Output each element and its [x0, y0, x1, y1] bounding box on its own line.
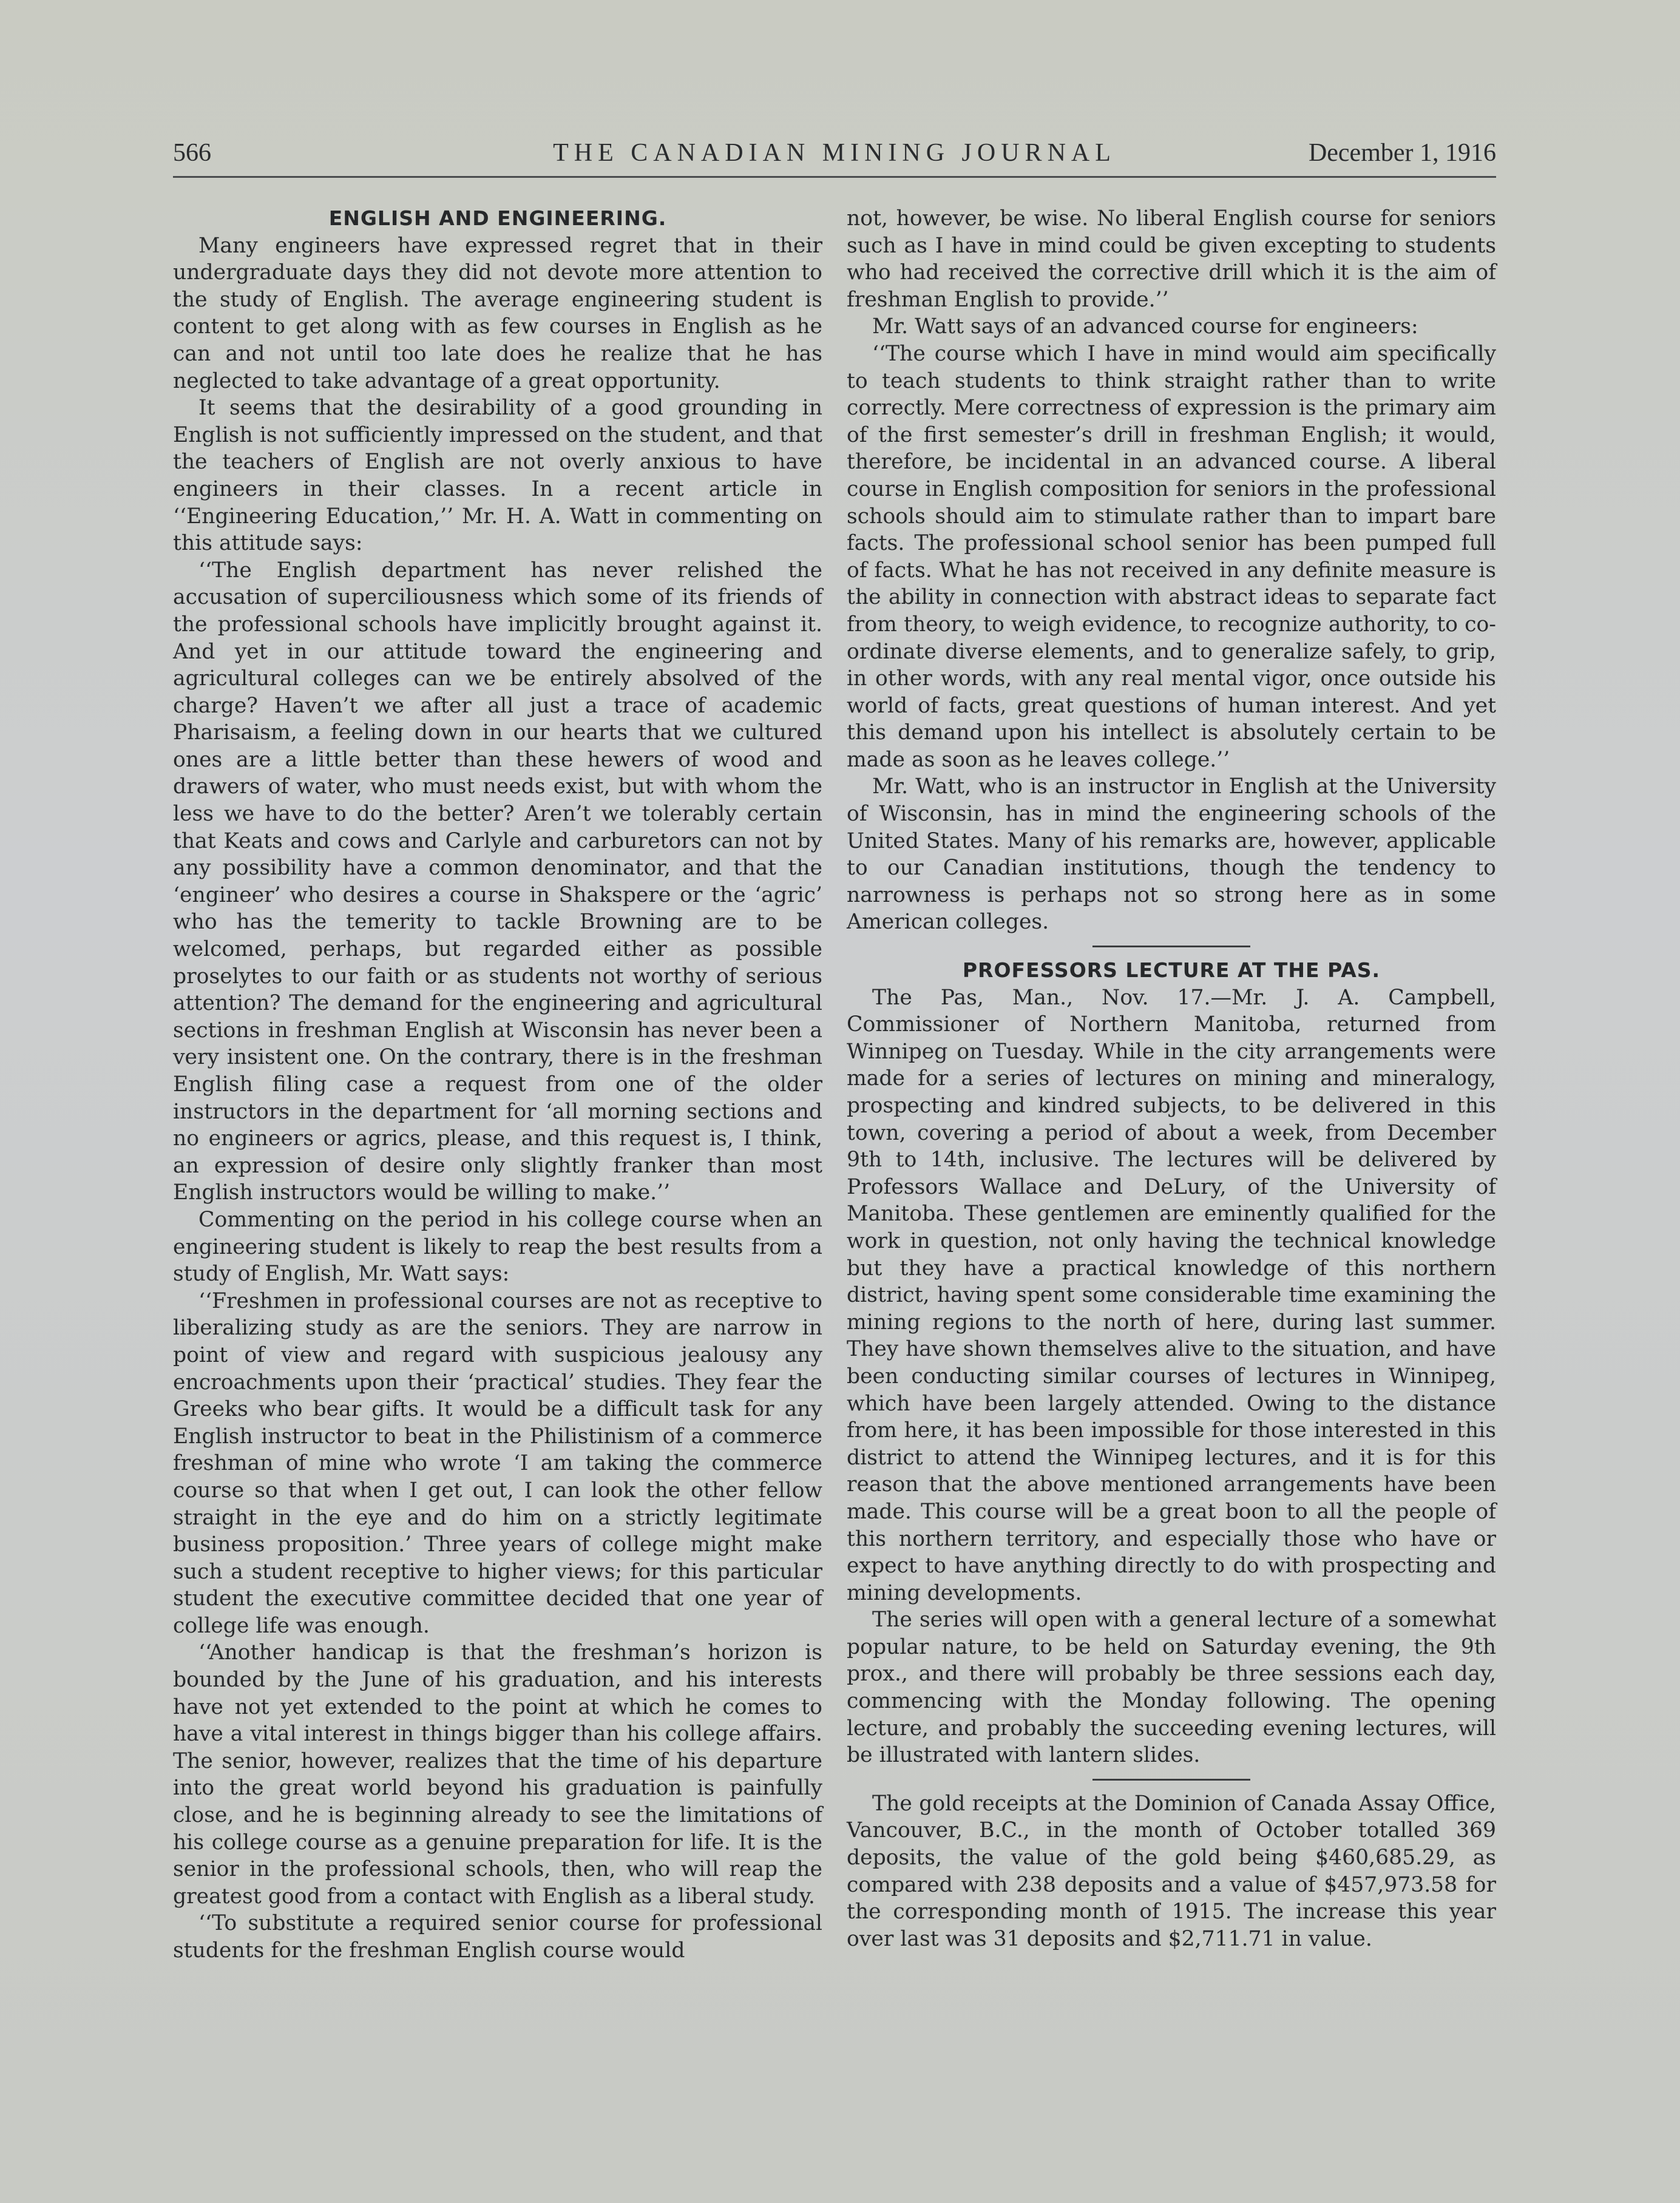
page-number: 566: [173, 139, 211, 167]
header-rule: [173, 176, 1496, 178]
left-column: [173, 205, 822, 1964]
issue-date: December 1, 1916: [1308, 139, 1496, 167]
section-divider: [1092, 1779, 1250, 1781]
article-paragraph: ‘‘The course which I have in mind would aim specifically to teach students to think straight rather than to write correctly. Mere correctness of expression is the primary aim of the first semester’s drill in freshman English; it would, therefore, be incidental in an advanced course. A liberal course in English composition for seniors in the professional schools should aim to stimulate rather than to impart bare facts. The professional school senior has been pumped full of facts. What he has not received in any definite measure is the ability in connection with abstract ideas to separate fact from theory, to weigh evidence, to recognize authority, to co-ordinate diverse elements, and to generalize safely, to grip, in other words, with any real mental vigor, once outside his world of facts, great questions of human interest. And yet this demand upon his intellect is absolutely certain to be made as soon as he leaves college.’’: [847, 341, 1496, 772]
article-paragraph: ‘‘Another handicap is that the freshman’s horizon is bounded by the June of his graduation, and his interests have not yet extended to the point at which he comes to have a vital interest in things bigger than his college affairs. The senior, however, realizes that the time of his departure into the great world beyond his graduation is painfully close, and he is beginning already to see the limitations of his college course as a genuine preparation for life. It is the senior in the professional schools, then, who will reap the greatest good from a contact with English as a liberal study.: [173, 1640, 822, 1909]
article-paragraph: Many engineers have expressed regret that in their undergraduate days they did not devote more attention to the study of English. The average engineering student is content to get along with as few courses in English as he can and not until too late does he realize that he has neglected to take advantage of a great opportunity.: [173, 233, 822, 393]
article-paragraph: ‘‘To substitute a required senior course for professional students for the freshman English course would: [173, 1911, 822, 1963]
article-title-professors-lecture: PROFESSORS LECTURE AT THE PAS.: [962, 958, 1381, 983]
article-paragraph: not, however, be wise. No liberal English course for seniors such as I have in mind could be given excepting to students who had received the corrective drill which it is the aim of freshman English to provide.’’: [847, 206, 1496, 312]
article-paragraph: The series will open with a general lecture of a somewhat popular nature, to be held on Saturday evening, the 9th prox., and there will probably be three sessions each day, commencing with the Monday following. The opening lecture, and probably the succeeding evening lectures, will be illustrated with lantern slides.: [847, 1608, 1496, 1768]
section-divider: [1092, 946, 1250, 947]
article-paragraph: ‘‘Freshmen in professional courses are not as receptive to liberalizing study as are the seniors. They are narrow in point of view and regard with suspicious jealousy any encroachments upon their ‘practical’ studies. They fear the Greeks who bear gifts. It would be a difficult task for any English instructor to beat in the Philistinism of a commerce freshman of mine who wrote ‘I am taking the commerce course so that when I get out, I can look the other fellow straight in the eye and do him on a strictly legitimate business proposition.’ Three years of college might make such a student receptive to higher views; for this particular student the executive committee decided that one year of college life was enough.: [173, 1288, 822, 1638]
article-paragraph: The Pas, Man., Nov. 17.—Mr. J. A. Campbell, Commissioner of Northern Manitoba, returned from Winnipeg on Tuesday. While in the city arrangements were made for a series of lectures on mining and mineralogy, prospecting and kindred subjects, to be delivered in this town, covering a period of about a week, from December 9th to 14th, inclusive. The lectures will be delivered by Professors Wallace and DeLury, of the University of Manitoba. These gentlemen are eminently qualified for the work in question, not only having the technical knowledge but they have a practical knowledge of this northern district, having spent some considerable time examining the mining regions to the north of here, during last summer. They have shown themselves alive to the situation, and have been conducting similar courses of lectures in Winnipeg, which have been largely attended. Owing to the distance from here, it has been impossible for those interested in this district to attend the Winnipeg lectures, and it is for this reason that the above mentioned arrangements have been made. This course will be a great boon to all the people of this northern territory, and especially those who have or expect to have anything directly to do with prospecting and mining developments.: [847, 985, 1496, 1605]
article-title-english-engineering: ENGLISH AND ENGINEERING.: [328, 206, 667, 230]
article-paragraph: Mr. Watt, who is an instructor in English at the University of Wisconsin, has in mind the engineering schools of the United States. Many of his remarks are, however, applicable to our Canadian institutions, though the tendency to narrowness is perhaps not so strong here as in some American colleges.: [847, 774, 1496, 935]
article-paragraph: ‘‘The English department has never relished the accusation of superciliousness which some of its friends of the professional schools have implicitly brought against it. And yet in our attitude toward the engineering and agricultural colleges can we be entirely absolved of the charge? Haven’t we after all just a trace of academic Pharisaism, a feeling down in our hearts that we cultured ones are a little better than these hewers of wood and drawers of water, who must needs exist, but with whom the less we have to do the better? Aren’t we tolerably certain that Keats and cows and Carlyle and carburetors can not by any possibility have a common denominator, and that the ‘engineer’ who desires a course in Shakspere or the ‘agric’ who has the temerity to tackle Browning are to be welcomed, perhaps, but regarded either as possible proselytes to our faith or as students not worthy of serious attention? The demand for the engineering and agricultural sections in freshman English at Wisconsin has never been a very insistent one. On the contrary, there is in the freshman English filing case a request from one of the older instructors in the department for ‘all morning sections and no engineers or agrics, please, and this request is, I think, an expression of desire only slightly franker than most English instructors would be willing to make.’’: [173, 558, 822, 1205]
journal-title: THE CANADIAN MINING JOURNAL: [553, 139, 1116, 167]
right-column: [847, 205, 1496, 1952]
article-paragraph: Mr. Watt says of an advanced course for engineers:: [872, 314, 1418, 339]
article-paragraph-gold-receipts: The gold receipts at the Dominion of Canada Assay Office, Vancouver, B.C., in the month of October totalled 369 deposits, the value of the gold being $460,685.29, as compared with 238 deposits and a value of $457,973.58 for the corresponding month of 1915. The increase this year over last was 31 deposits and $2,711.71 in value.: [847, 1791, 1496, 1951]
article-paragraph: Commenting on the period in his college course when an engineering student is likely to reap the best results from a study of English, Mr. Watt says:: [173, 1207, 822, 1287]
running-header: [173, 136, 1496, 172]
article-paragraph: It seems that the desirability of a good grounding in English is not sufficiently impressed on the student, and that the teachers of English are not overly anxious to have engineers in their classes. In a recent article in ‘‘Engineering Education,’’ Mr. H. A. Watt in commenting on this attitude says:: [173, 396, 822, 556]
